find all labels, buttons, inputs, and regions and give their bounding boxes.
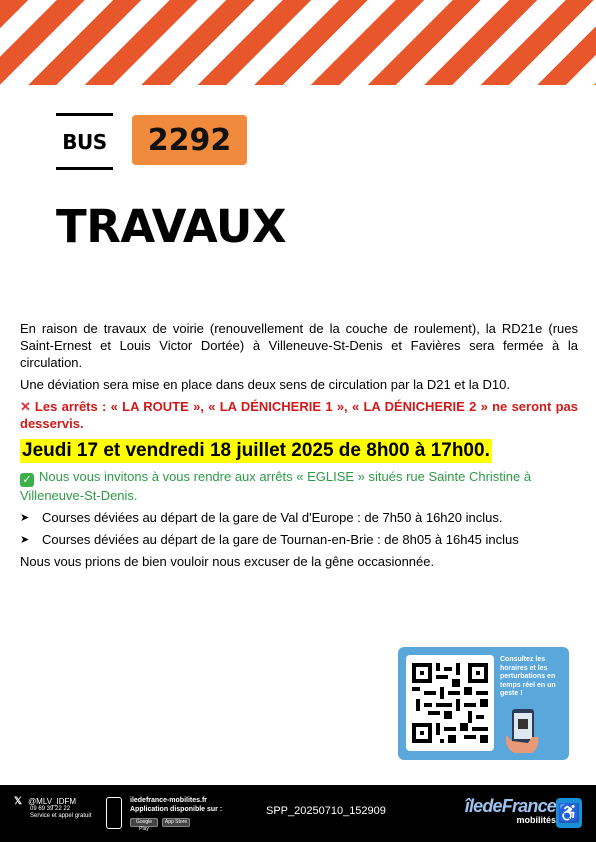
cross-icon: ✕ [20, 399, 31, 414]
notice-body [20, 320, 578, 575]
transport-mode-label: BUS [56, 113, 113, 170]
intro-paragraph: En raison de travaux de voirie (renouvellement de la couche de roulement), la RD21e (rues Saint-Ernest et Louis Victor Dortée) à Villeneuve-St-Denis et Favières sera fermée à la circulation. [20, 321, 578, 370]
list-item [20, 531, 578, 548]
closing-paragraph: Nous vous prions de bien vouloir nous excuser de la gêne occasionnée. [20, 554, 435, 569]
social-block [14, 797, 91, 820]
social-handle[interactable]: @MLV_IDFM [28, 797, 77, 806]
qr-code-icon [412, 663, 488, 743]
qr-card-text: Consultez les horaires et les perturbations en temps réel en un geste ! [500, 656, 556, 697]
phone-note: Service et appel gratuit [30, 813, 92, 819]
detour-paragraph: Une déviation sera mise en place dans deux sens de circulation par la D21 et la D10. [20, 377, 510, 392]
bullet-text: Courses déviées au départ de la gare de Tournan-en-Brie : de 8h05 à 16h45 inclus [42, 532, 519, 547]
qr-code[interactable] [406, 655, 494, 751]
brand-logo [438, 796, 556, 825]
brand-name: îledeFrance [464, 796, 556, 816]
app-availability: Application disponible sur : [130, 805, 223, 813]
closed-stops-notice [20, 398, 578, 432]
page-title: TRAVAUX [56, 200, 287, 253]
accessibility-icon: ♿ [556, 798, 582, 828]
footer [0, 785, 596, 842]
x-logo-icon[interactable]: 𝕏 [14, 796, 23, 807]
app-block [106, 797, 223, 832]
phone-number: 09 69 39 22 22 [30, 806, 71, 812]
arrow-bullet-icon: ➤ [20, 533, 30, 546]
check-icon: ✓ [20, 473, 34, 487]
qr-card [398, 647, 569, 760]
alternative-stops-notice [20, 468, 578, 504]
line-number-badge: 2292 [132, 115, 247, 165]
bullet-text: Courses déviées au départ de la gare de Val d'Europe : de 7h50 à 16h20 inclus. [42, 510, 503, 525]
brand-sub: mobilités [516, 815, 556, 825]
document-reference: SPP_20250710_152909 [266, 805, 386, 817]
hand-phone-icon [502, 707, 552, 755]
arrow-bullet-icon: ➤ [20, 511, 30, 524]
alternative-stops-text: Nous vous invitons à vous rendre aux arrêts « EGLISE » situés rue Sainte Christine à Villeneuve-St-Denis. [20, 469, 532, 503]
dates-highlight: Jeudi 17 et vendredi 18 juillet 2025 de 8h00 à 17h00. [22, 440, 490, 461]
smartphone-icon [106, 797, 122, 829]
app-store-badge[interactable]: App Store [162, 818, 190, 827]
google-play-badge[interactable]: Google Play [130, 818, 158, 827]
list-item [20, 509, 578, 526]
website-link[interactable]: iledefrance-mobilites.fr [130, 797, 208, 804]
closed-stops-text: Les arrêts : « LA ROUTE », « LA DÉNICHERIE 1 », « LA DÉNICHERIE 2 » ne seront pas desservis. [20, 399, 578, 431]
warning-stripes-banner [0, 0, 596, 85]
